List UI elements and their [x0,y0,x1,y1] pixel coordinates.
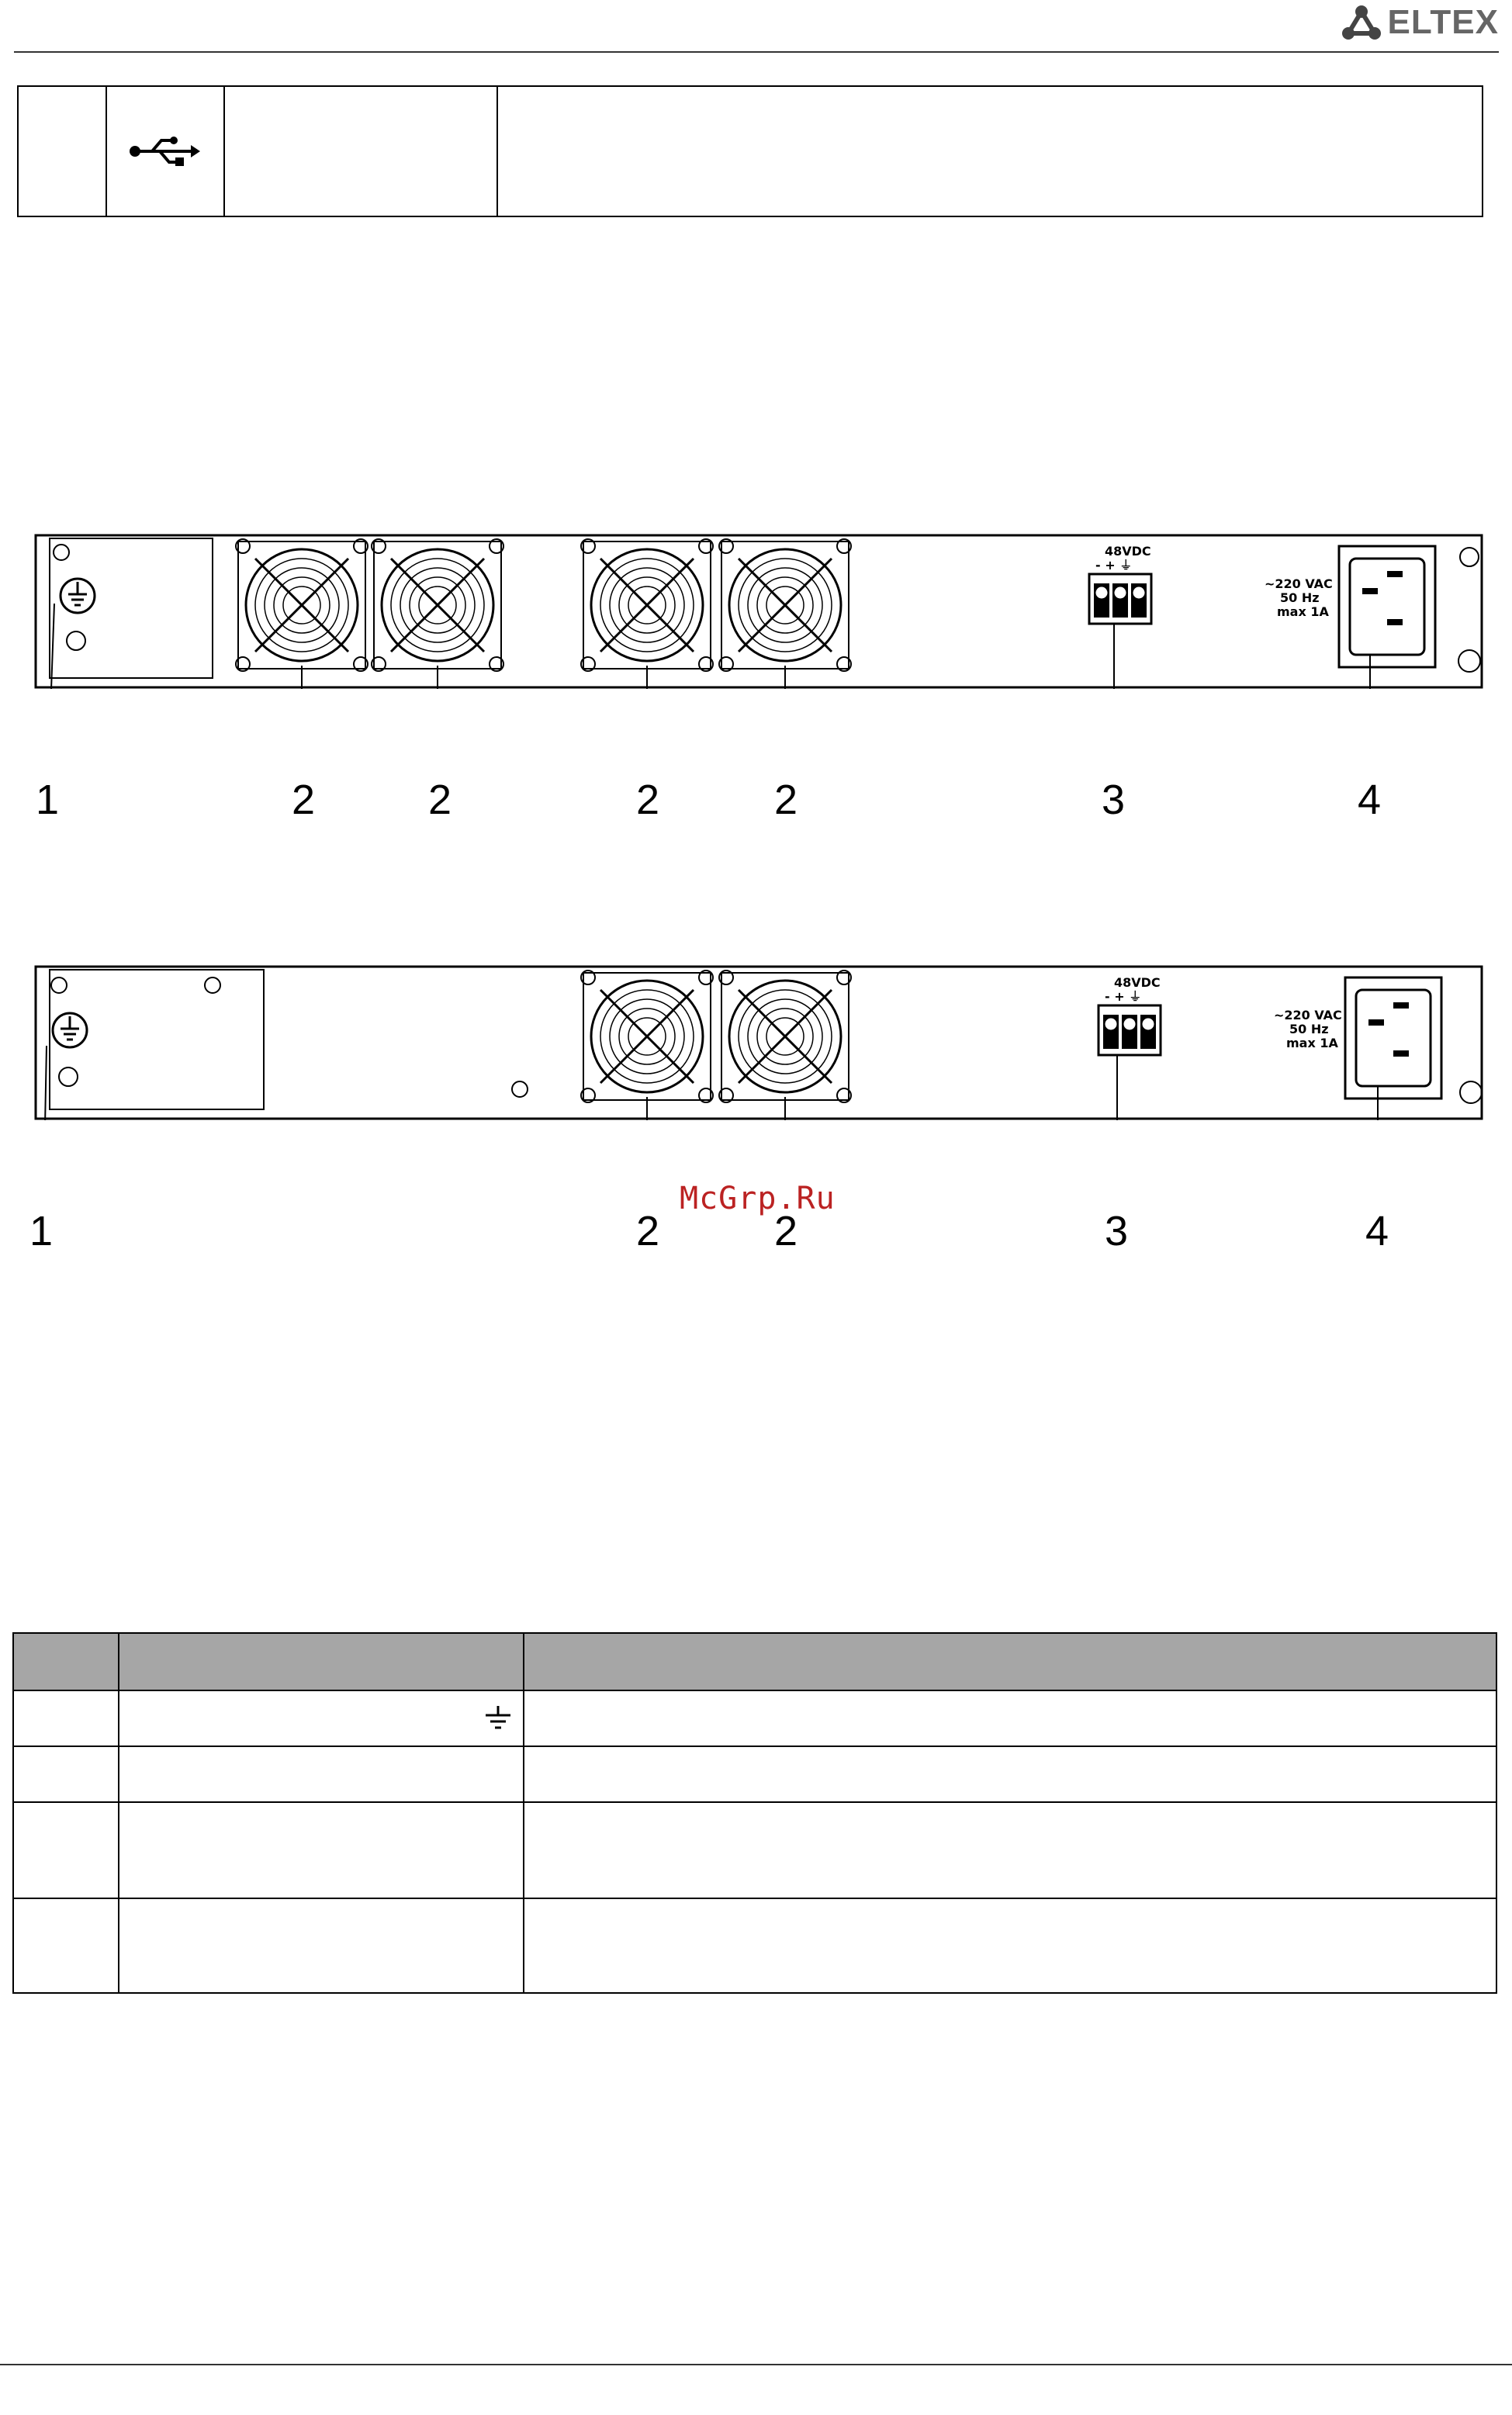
ac-label: 50 Hz [1289,1022,1329,1036]
table-header-cell [524,1633,1496,1690]
page-header [14,0,1499,53]
dc-label: 48VDC [1114,975,1161,990]
ground-icon [483,1703,514,1734]
table-cell [524,1690,1496,1746]
usb-icon [129,136,202,167]
ac-label: max 1A [1286,1036,1338,1050]
table-cell [524,1898,1496,1993]
ac-label: max 1A [1277,604,1329,619]
table-row [13,1690,1496,1746]
callout-1: 1 [29,1208,54,1254]
table-header-row [13,1633,1496,1690]
table-cell [13,1802,119,1898]
table-header-cell [13,1633,119,1690]
ac-label: 50 Hz [1280,590,1320,605]
table-cell [107,87,225,216]
dc-polarity: - + ⏚ [1095,558,1133,573]
dc-polarity: - + ⏚ [1105,989,1142,1004]
callout-2: 2 [774,777,798,823]
table-cell [524,1746,1496,1802]
callout-2: 2 [292,777,316,823]
table-cell [119,1898,524,1993]
table-cell [13,1746,119,1802]
logo-text: ELTEX [1387,3,1499,41]
rear-panel-table [12,1632,1497,1994]
rear-panel-four-fans [34,534,1483,689]
table-cell [524,1802,1496,1898]
footer-rule [0,2364,1512,2365]
table-row [13,1746,1496,1802]
table-cell [119,1690,524,1746]
table-cell [13,1690,119,1746]
rear-panel-two-fans [34,965,1483,1120]
table-cell [13,1898,119,1993]
callout-2: 2 [774,1208,798,1254]
callout-4: 4 [1358,777,1382,823]
eltex-logo-icon [1341,4,1382,41]
table-row [13,1898,1496,1993]
table-row [13,1802,1496,1898]
dc-label: 48VDC [1105,544,1151,559]
eltex-logo [1341,3,1499,42]
watermark: McGrp.Ru [680,1181,836,1216]
callout-3: 3 [1102,777,1126,823]
table-cell [498,87,1482,216]
callout-2: 2 [636,777,660,823]
table-header-cell [119,1633,524,1690]
callout-2: 2 [428,777,452,823]
callout-1: 1 [36,777,60,823]
callout-3: 3 [1105,1208,1129,1254]
callout-4: 4 [1365,1208,1389,1254]
ac-label: ~220 VAC [1274,1008,1342,1022]
table-cell [119,1802,524,1898]
table-cell [225,87,498,216]
usb-table [17,85,1483,217]
ac-label: ~220 VAC [1265,576,1333,591]
table-cell [119,1746,524,1802]
callout-2: 2 [636,1208,660,1254]
table-cell [19,87,107,216]
